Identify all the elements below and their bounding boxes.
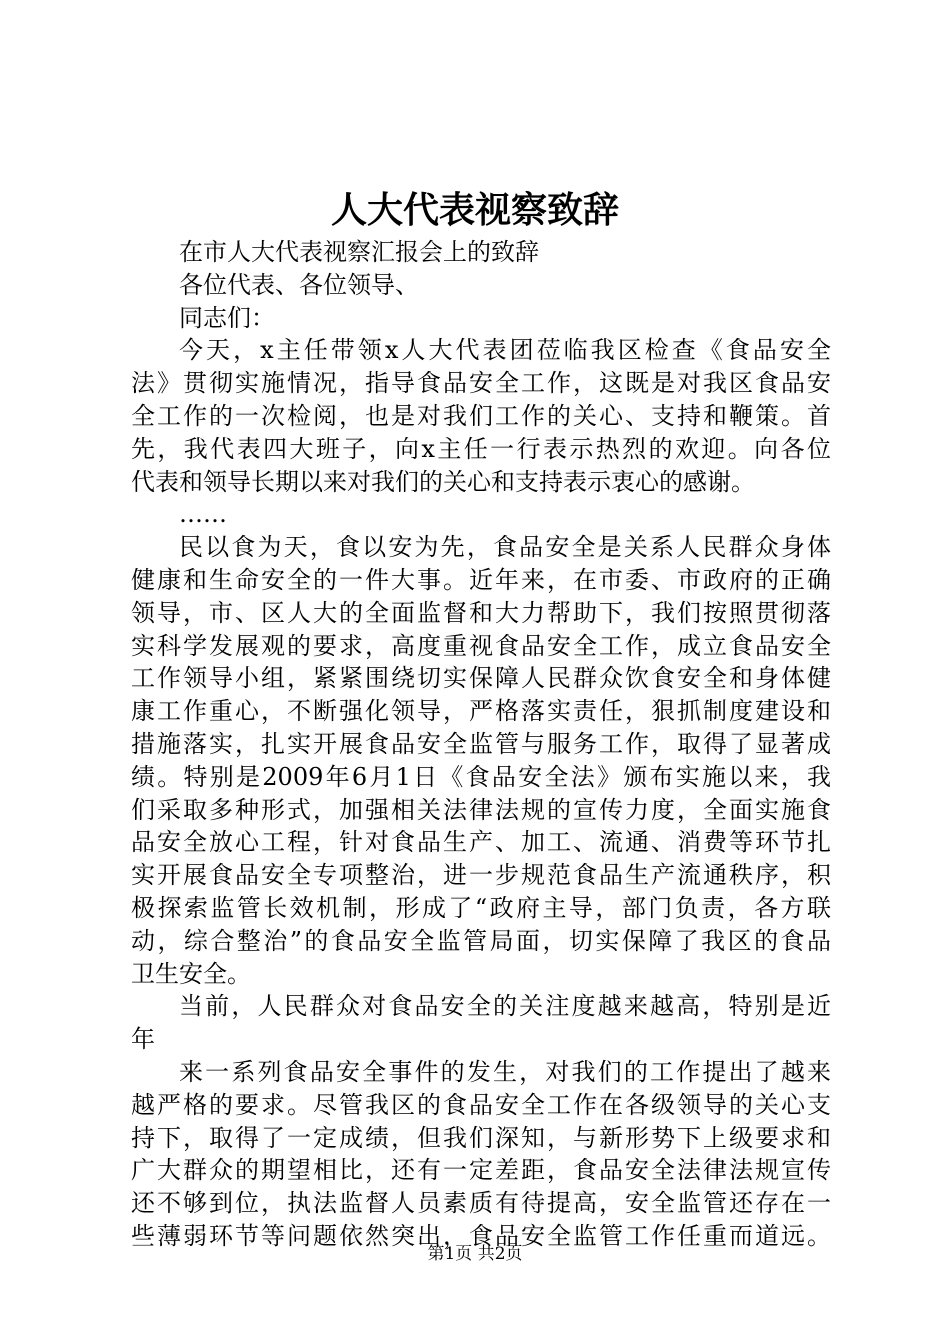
- text-line: 年: [131, 1025, 155, 1054]
- text-line: 动，综合整治”的食品安全监管局面，切实保障了我区的食品: [131, 926, 831, 955]
- text-line: 健康和生命安全的一件大事。近年来，在市委、市政府的正确: [131, 565, 831, 594]
- text-line: 越严格的要求。尽管我区的食品安全工作在各级领导的关心支: [131, 1090, 831, 1119]
- text-line: 绩。特别是2009年6月1日《食品安全法》颁布实施以来，我: [131, 762, 831, 791]
- document-title: 人大代表视察致辞: [330, 189, 619, 231]
- text-line: 当前，人民群众对食品安全的关注度越来越高，特别是近: [179, 992, 831, 1021]
- ellipsis-line: ……: [179, 500, 227, 529]
- text-line: 领导，市、区人大的全面监督和大力帮助下，我们按照贯彻落: [131, 598, 831, 627]
- text-line: 民以食为天，食以安为先，食品安全是关系人民群众身体: [179, 533, 831, 562]
- text-line: 法》贯彻实施情况，指导食品安全工作，这既是对我区食品安: [131, 369, 831, 398]
- document-body: [131, 236, 831, 1253]
- text-line: 康工作重心，不断强化领导，严格落实责任，狠抓制度建设和: [131, 697, 831, 726]
- text-line: 在市人大代表视察汇报会上的致辞: [179, 238, 539, 266]
- text-line: 持下，取得了一定成绩，但我们深知，与新形势下上级要求和: [131, 1123, 831, 1152]
- text-line: 来一系列食品安全事件的发生，对我们的工作提出了越来: [179, 1057, 831, 1086]
- page-number: 第1页 共2页: [427, 1244, 523, 1264]
- text-line: 同志们：: [179, 303, 275, 332]
- text-line: 工作领导小组，紧紧围绕切实保障人民群众饮食安全和身体健: [131, 664, 831, 693]
- text-line: 品安全放心工程，针对食品生产、加工、流通、消费等环节扎: [131, 828, 831, 857]
- text-line: 卫生安全。: [131, 959, 251, 988]
- text-line: 还不够到位，执法监督人员素质有待提高，安全监管还存在一: [131, 1189, 831, 1218]
- text-line: 实科学发展观的要求，高度重视食品安全工作，成立食品安全: [131, 631, 831, 660]
- text-line: 各位代表、各位领导、: [179, 270, 419, 299]
- text-line: 广大群众的期望相比，还有一定差距，食品安全法律法规宣传: [131, 1156, 831, 1185]
- text-line: 些薄弱环节等问题依然突出，食品安全监管工作任重而道远。: [131, 1221, 831, 1250]
- text-line: 们采取多种形式，加强相关法律法规的宣传力度，全面实施食: [131, 795, 831, 824]
- text-line: 极探索监管长效机制，形成了“政府主导，部门负责，各方联: [131, 893, 831, 922]
- text-line: 全工作的一次检阅，也是对我们工作的关心、支持和鞭策。首: [131, 401, 831, 430]
- text-line: 措施落实，扎实开展食品安全监管与服务工作，取得了显著成: [131, 729, 831, 758]
- text-line: 代表和领导长期以来对我们的关心和支持表示衷心的感谢。: [131, 467, 755, 496]
- text-line: 先，我代表四大班子，向x主任一行表示热烈的欢迎。向各位: [131, 434, 831, 463]
- text-line: 实开展食品安全专项整治，进一步规范食品生产流通秩序，积: [131, 861, 831, 890]
- text-line: 今天，x主任带领x人大代表团莅临我区检查《食品安全: [179, 336, 831, 365]
